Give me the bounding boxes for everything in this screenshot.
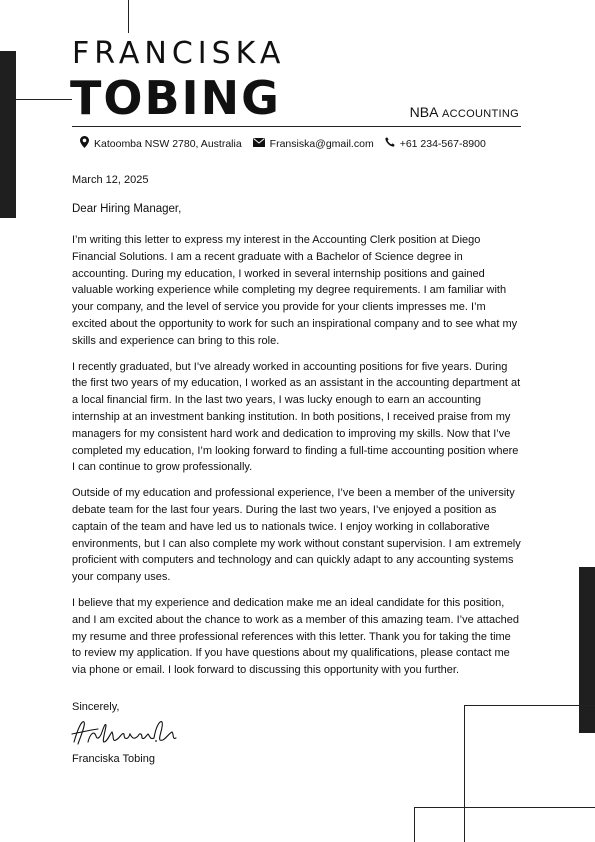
letter-paragraph: I believe that my experience and dedication make me an ideal candidate for this position, and I am excited about the chance to work as a member of this amazing team. I’ve attached my resume and three professional references with this letter. Thank you for taking the time to review my application. If you have questions about my qualifications, please contact me via phone or email. I look forward to discussing this opportunity with you further.: [72, 596, 519, 677]
map-pin-icon: [80, 136, 94, 151]
left-accent-bar: [0, 51, 16, 218]
letter-paragraph: I recently graduated, but I’ve already worked in accounting positions for five years. During the first two years of my education, I worked as an assistant in the accounting department at a local financial firm. In the last two years, I was lucky enough to earn an accounting internship at an investment banking institution. In both positions, I received praise from my managers for my consistent hard work and dedication to improving my skills. Now that I’ve completed my education, I’m looking forward to finding a full-time accounting position where I can continue to grow professionally.: [72, 360, 521, 474]
header-divider-line: [72, 126, 521, 127]
first-name: FRANCISKA: [72, 36, 286, 71]
address-text: Katoomba NSW 2780, Australia: [94, 137, 242, 150]
bottom-frame-vertical: [414, 807, 415, 842]
contact-address: [80, 136, 242, 151]
contact-email: [253, 138, 374, 150]
right-accent-bar: [579, 567, 595, 733]
contact-row: [80, 136, 497, 151]
contact-phone: [385, 137, 486, 150]
letter-paragraph: Outside of my education and professional experience, I’ve been a member of the university debate team for the last four years. During the last two years, I’ve enjoyed a position as captain of the team and have led us to nationals twice. I enjoy working in collaborative environments, but I can also complete my work without constant supervision. I am extremely proficient with computers and technology and can quickly adapt to any accounting systems your company uses.: [72, 487, 521, 584]
bottom-frame-horizontal: [414, 807, 595, 808]
phone-icon: [385, 137, 400, 150]
bottom-right-frame-vertical: [464, 705, 465, 842]
top-vertical-line: [128, 0, 129, 33]
signer-name: Franciska Tobing: [72, 753, 155, 765]
letter-body: [72, 232, 522, 688]
phone-text: +61 234-567-8900: [399, 137, 486, 150]
job-title-sub: ACCOUNTING: [442, 108, 519, 120]
name-horizontal-line: [16, 99, 72, 100]
envelope-icon: [253, 138, 270, 150]
last-name: TOBING: [70, 71, 281, 125]
letter-paragraph: I’m writing this letter to express my interest in the Accounting Clerk position at Diego Financial Solutions. I am a recent graduate with a Bachelor of Science degree in accounting. During my education, I worked in several internship positions and gained valuable working experience while completing my degree requirements. I am familiar with your company, and the level of service you provide for your clients impresses me. I’m excited about the opportunity to work for such an inspirational company and to see what my skills and experience can bring to this role.: [72, 234, 518, 347]
job-title-main: NBA: [409, 104, 439, 120]
job-title: [410, 104, 519, 120]
letter-greeting: Dear Hiring Manager,: [72, 203, 182, 215]
email-text: Fransiska@gmail.com: [269, 137, 374, 150]
letter-closing: Sincerely,: [72, 701, 120, 713]
letter-date: March 12, 2025: [72, 174, 149, 186]
